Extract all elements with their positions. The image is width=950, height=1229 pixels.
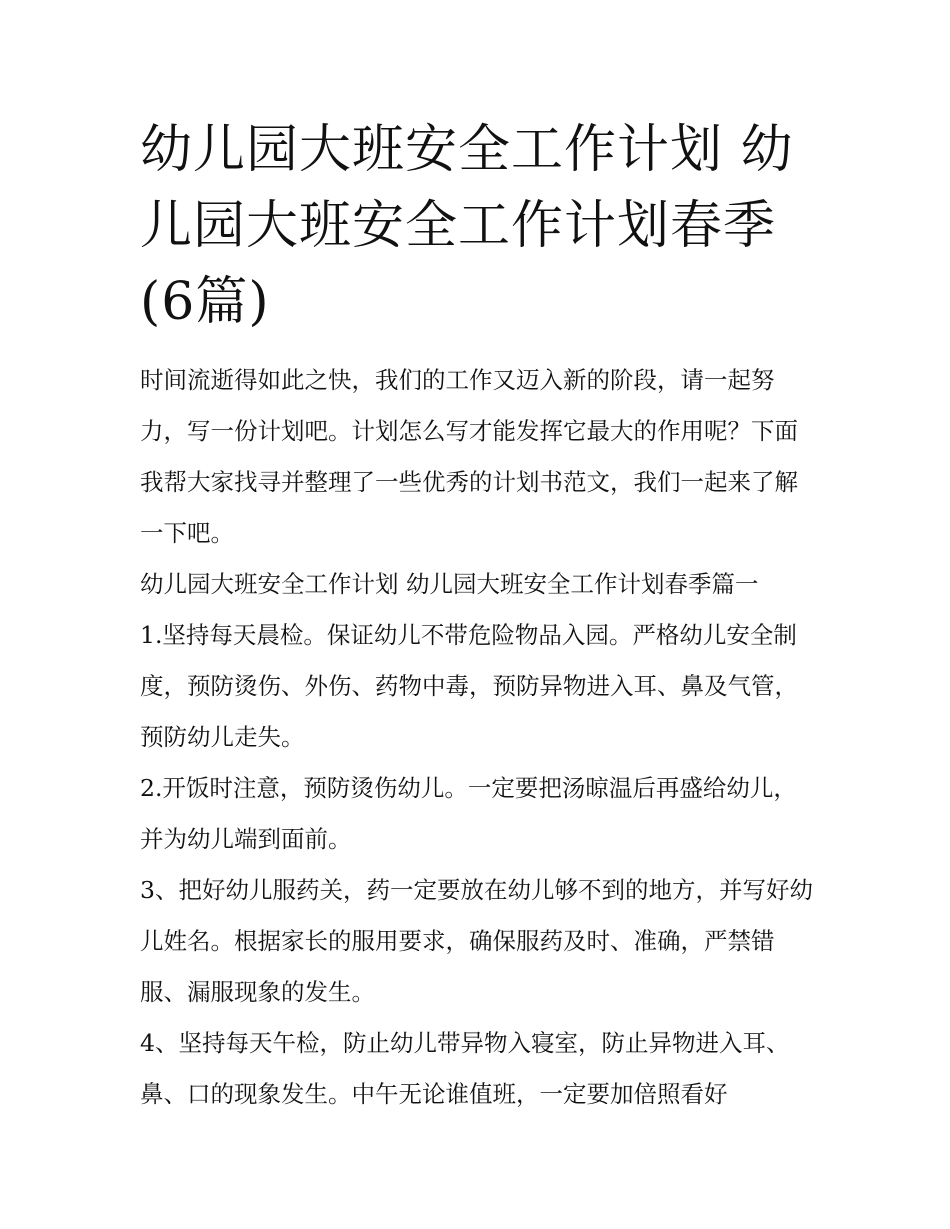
list-item-2: 2.开饭时注意，预防烫伤幼儿。一定要把汤晾温后再盛给幼儿，并为幼儿端到面前。 <box>140 774 797 853</box>
list-item-3: 3、把好幼儿服药关，药一定要放在幼儿够不到的地方，并写好幼儿姓名。根据家长的服用要求，确保服药及时、准确，严禁错服、漏服现象的发生。 <box>140 876 813 1006</box>
list-item-1: 1.坚持每天晨检。保证幼儿不带危险物品入园。严格幼儿安全制度，预防烫伤、外伤、药物中毒，预防异物进入耳、鼻及气管，预防幼儿走失。 <box>140 621 798 751</box>
document-title: 幼儿园大班安全工作计划 幼儿园大班安全工作计划春季(6篇) <box>140 120 794 332</box>
intro-paragraph: 时间流逝得如此之快，我们的工作又迈入新的阶段，请一起努力，写一份计划吧。计划怎么写才能发挥它最大的作用呢？下面我帮大家找寻并整理了一些优秀的计划书范文，我们一起来了解一下吧。 <box>140 366 798 547</box>
document-body <box>140 355 820 1120</box>
section-heading: 幼儿园大班安全工作计划 幼儿园大班安全工作计划春季篇一 <box>140 570 759 598</box>
list-item-4: 4、坚持每天午检，防止幼儿带异物入寝室，防止异物进入耳、鼻、口的现象发生。中午无论谁值班，一定要加倍照看好 <box>140 1029 790 1108</box>
